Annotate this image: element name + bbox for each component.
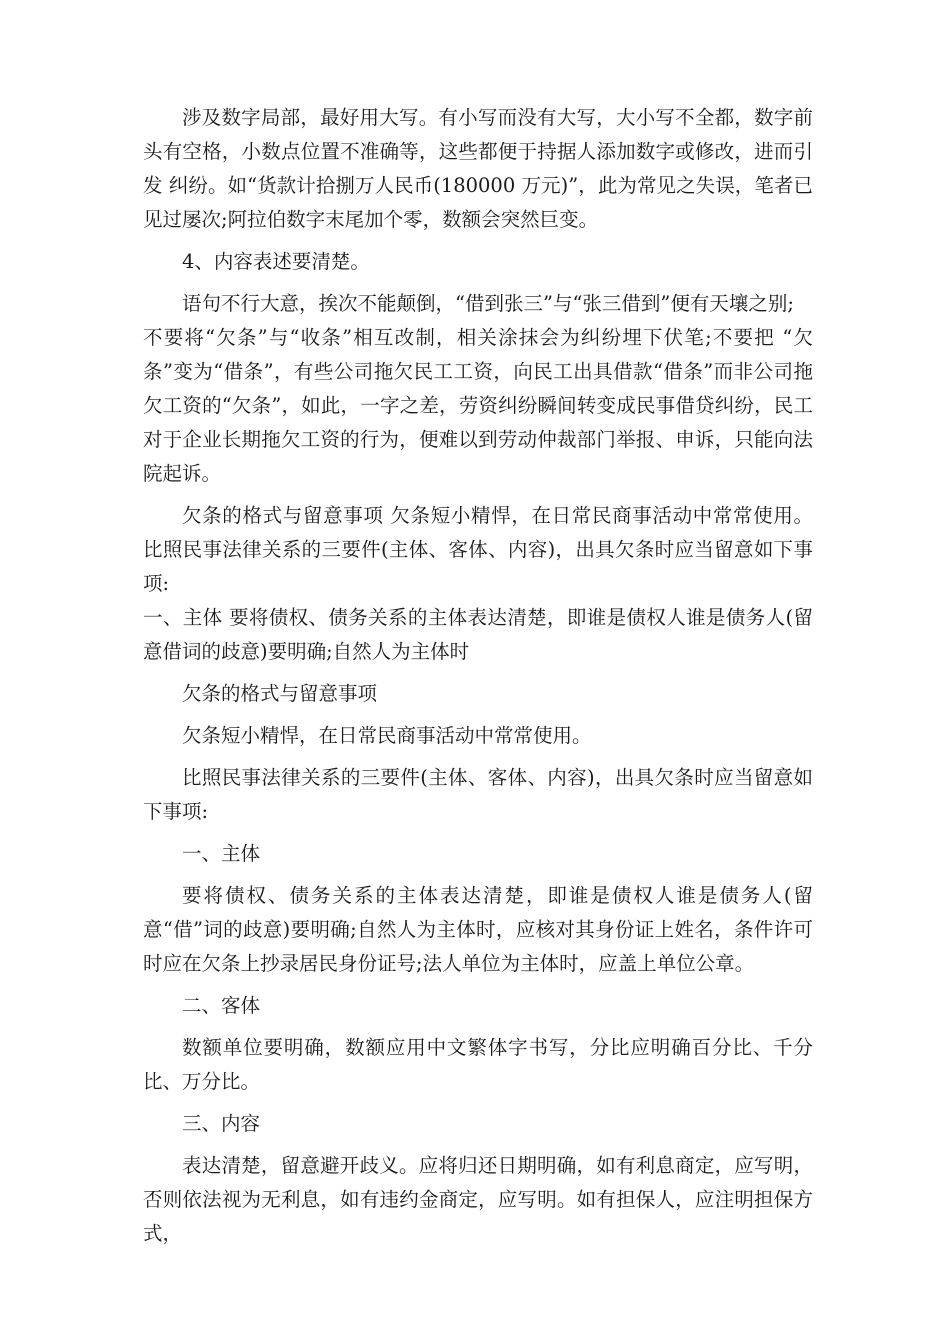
paragraph-iou-vs-loan: 不要将“欠条”与“收条”相互改制，相关涂抹会为纠纷埋下伏笔;不要把 “欠条”变为“借条”，有些公司拖欠民工工资，向民工出具借款“借条”而非公司拖欠工资的“欠条”，如此，一字之差，劳资纠纷瞬间转变成民事借贷纠纷，民工对于企业长期拖欠工资的行为，便难以到劳动仲裁部门举报、申诉，只能向法院起诉。: [143, 326, 813, 485]
paragraph-three-elements: 比照民事法律关系的三要件(主体、客体、内容)，出具欠条时应当留意如下事项:: [143, 766, 813, 823]
paragraph-content: 表达清楚，留意避开歧义。应将归还日期明确，如有利息商定，应写明，否则依法视为无利息，如有违约金商定，应写明。如有担保人，应注明担保方式，: [143, 1154, 813, 1245]
paragraph-word-order: 语句不行大意，挨次不能颠倒，“借到张三”与“张三借到”便有天壤之别;: [182, 292, 794, 315]
heading-subject: 一、主体: [182, 842, 261, 865]
paragraph-iou-intro: 欠条短小精悍，在日常民商事活动中常常使用。: [182, 724, 592, 747]
paragraph-iou-format-summary: 欠条的格式与留意事项 欠条短小精悍，在日常民商事活动中常常使用。 比照民事法律关系的三要件(主体、客体、内容)，出具欠条时应当留意如下事项:: [143, 504, 813, 595]
heading-object: 二、客体: [182, 994, 261, 1017]
paragraph-subject-summary: 一、主体 要将债权、债务关系的主体表达清楚，即谁是债权人谁是债务人(留意借词的歧意)要明确;自然人为主体时: [143, 606, 813, 663]
paragraph-subject: 要将债权、债务关系的主体表达清楚，即谁是债权人谁是债务人(留意“借”词的歧意)要明确;自然人为主体时，应核对其身份证上姓名，条件许可时应在欠条上抄录居民身份证号;法人单位为主体时，应盖上单位公章。: [143, 884, 813, 975]
section-heading-4: 4、内容表述要清楚。: [182, 250, 370, 273]
paragraph-amount-writing: 涉及数字局部，最好用大写。有小写而没有大写，大小写不全都，数字前头有空格，小数点位置不准确等，这些都便于持据人添加数字或修改，进而引发 纠纷。如“货款计拾捌万人民币(180000 万元)”，此为常见之失误，笔者已见过屡次;阿拉伯数字末尾加个零，数额会突然巨变。: [143, 106, 813, 231]
heading-content: 三、内容: [182, 1112, 261, 1135]
paragraph-object: 数额单位要明确，数额应用中文繁体字书写，分比应明确百分比、千分比、万分比。: [143, 1036, 813, 1093]
document-body: [143, 101, 813, 1251]
heading-iou-format: 欠条的格式与留意事项: [182, 682, 378, 705]
